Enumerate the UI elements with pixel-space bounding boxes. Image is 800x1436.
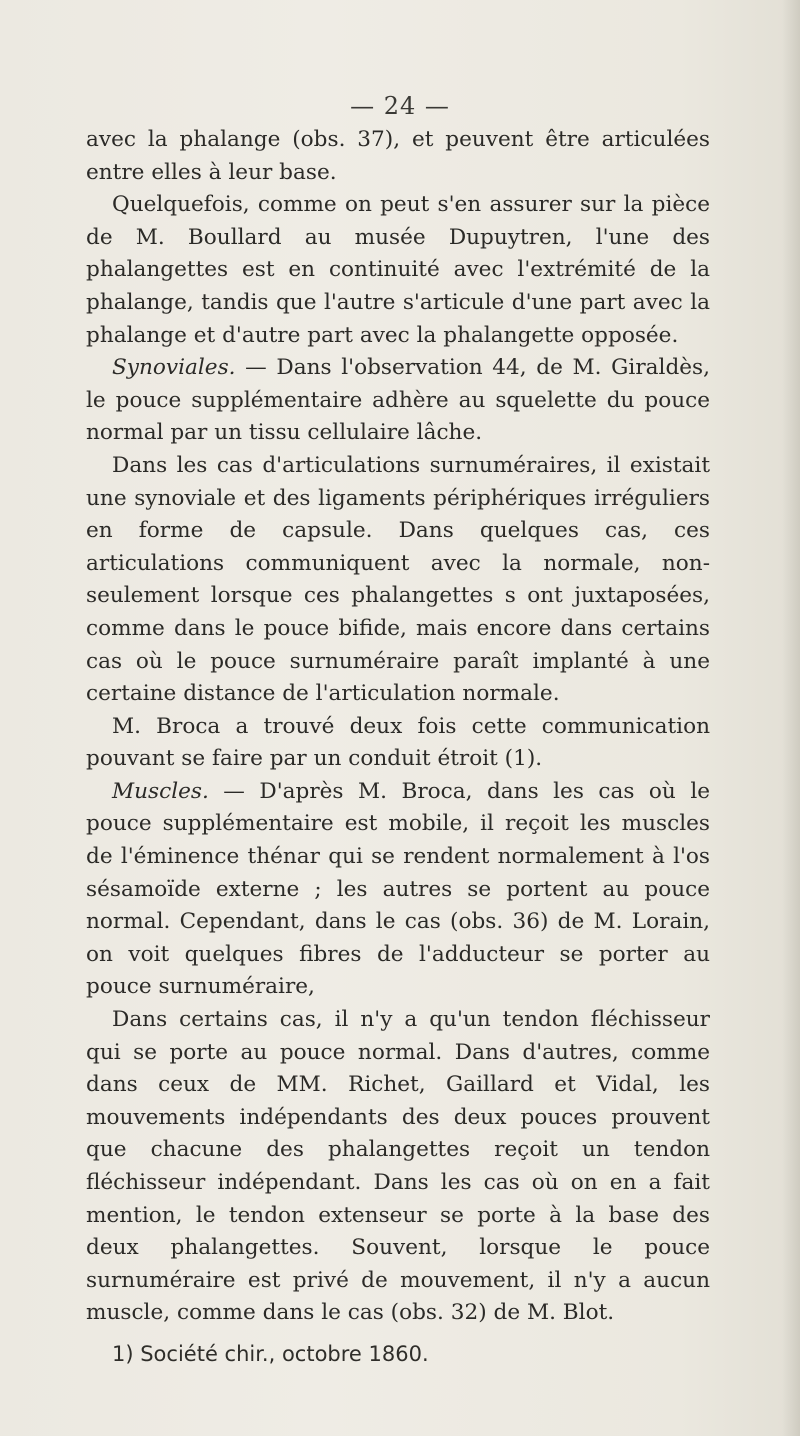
paragraph-synoviales: [86, 352, 710, 450]
paragraph-continuation: [86, 124, 710, 189]
paragraph-broca-communication: [86, 711, 710, 776]
page-number: — 24 —: [350, 92, 450, 120]
section-heading-synoviales: Synoviales.: [112, 355, 236, 381]
paragraph-text: Quelquefois, comme on peut s'en assurer sur la pièce de M. Boullard au musée Dupuytren, l'une des phalangettes est en continuité avec l'extrémité de la phalange, tandis que l'autre s'articule d'une part avec la phalange et d'autre part avec la phalangette opposée.: [86, 192, 710, 348]
paragraph-muscles: [86, 776, 710, 1004]
paragraph-text: Dans les cas d'articulations surnuméraires, il existait une synoviale et des ligaments périphériques irréguliers en forme de capsule. Dans quelques cas, ces articulations communiquent avec la normale, non-seulement lorsque ces phalangettes s ont juxtaposées, comme dans le pouce bifide, mais encore dans certains cas où le pouce surnuméraire paraît implanté à une certaine distance de l'articulation normale.: [86, 452, 710, 707]
page-edge-shadow: [782, 0, 800, 1436]
paragraph-articulations: [86, 450, 710, 711]
paragraph-boullard: [86, 189, 710, 352]
body-text: [86, 124, 710, 1330]
paragraph-text: — Dans l'observation 44, de M. Giraldès, le pouce supplémentaire adhère au squelette du pouce normal par un tissu cellulaire lâche.: [86, 355, 710, 446]
paragraph-text: Dans certains cas, il n'y a qu'un tendon fléchisseur qui se porte au pouce normal. Dans d'autres, comme dans ceux de MM. Richet, Gaillard et Vidal, les mouvements indépendants des deux pouces prouvent que chacune des phalangettes reçoit un tendon fléchisseur indépendant. Dans les cas où on en a fait mention, le tendon extenseur se porte à la base des deux phalangettes. Souvent, lorsque le pouce surnuméraire est privé de mouvement, il n'y a aucun muscle, comme dans le cas (obs. 32) de M. Blot.: [86, 1007, 710, 1326]
paragraph-text: M. Broca a trouvé deux fois cette communication pouvant se faire par un conduit étroit (1).: [86, 713, 710, 772]
section-heading-muscles: Muscles.: [112, 778, 209, 804]
paragraph-tendons: [86, 1004, 710, 1330]
footnote: 1) Société chir., octobre 1860.: [112, 1342, 429, 1366]
paragraph-text: — D'après M. Broca, dans les cas où le pouce supplémentaire est mobile, il reçoit les muscles de l'éminence thénar qui se rendent normalement à l'os sésamoïde externe ; les autres se portent au pouce normal. Cependant, dans le cas (obs. 36) de M. Lorain, on voit quelques fibres de l'adducteur se porter au pouce surnuméraire,: [86, 778, 710, 1000]
paragraph-text: avec la phalange (obs. 37), et peuvent être articulées entre elles à leur base.: [86, 127, 710, 185]
